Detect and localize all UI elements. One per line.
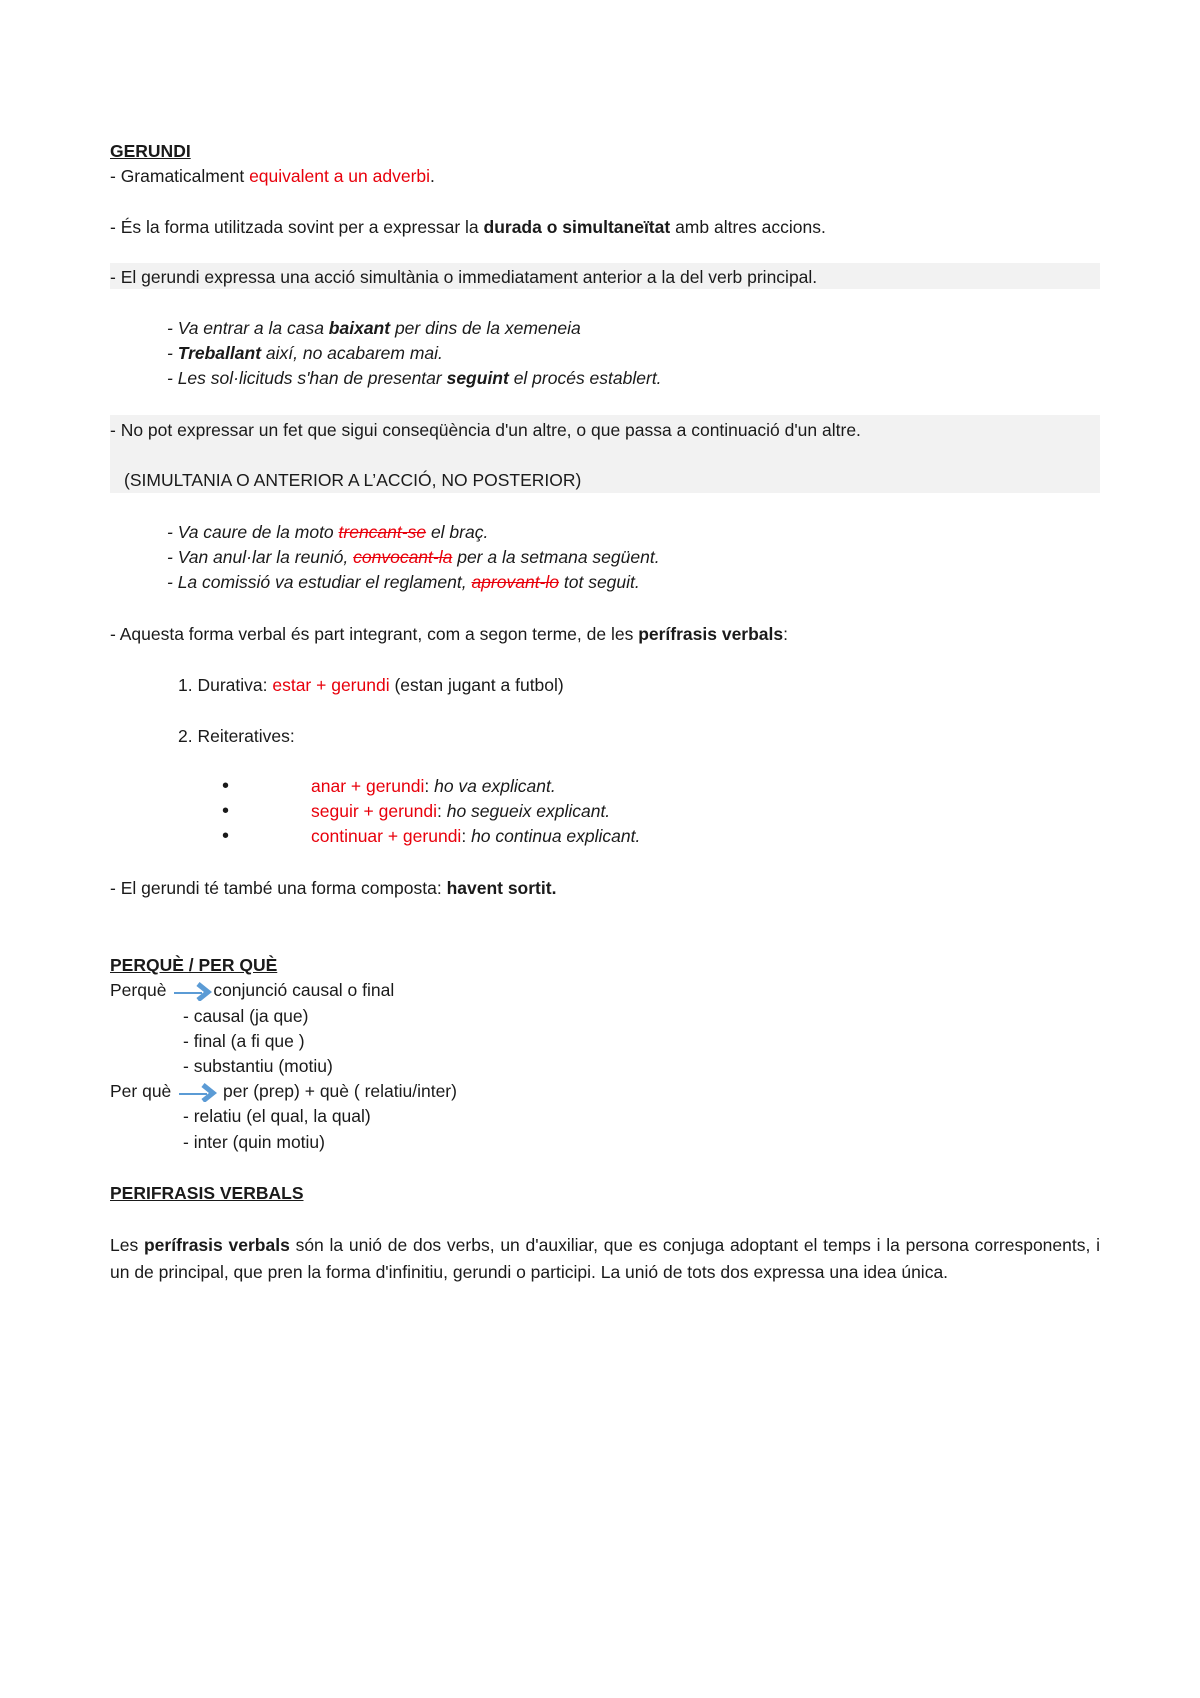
text: - Gramaticalment <box>110 166 250 186</box>
bold-text: Treballant <box>177 343 262 363</box>
bullet-dot: • <box>222 775 230 797</box>
per-que-item-2: - inter (quin motiu) <box>183 1132 325 1152</box>
text: : <box>783 624 789 644</box>
per-que-item-1: - relatiu (el qual, la qual) <box>183 1106 371 1126</box>
struck-text: trencant-se <box>338 522 427 542</box>
italic-text: ho va explicant. <box>434 776 556 796</box>
text: - Va caure de la moto <box>167 522 339 542</box>
text: - La comissió va estudiar el reglament, <box>167 572 472 592</box>
gerundi-line-1 <box>110 164 435 188</box>
text: així, no acabarem mai. <box>261 343 443 363</box>
text: per dins de la xemeneia <box>390 318 581 338</box>
perque-line <box>110 978 394 1002</box>
text: Les <box>110 1235 144 1255</box>
example-1a <box>167 316 581 340</box>
struck-text: convocant-la <box>353 547 453 567</box>
perque-item-1: - causal (ja que) <box>183 1006 309 1026</box>
example-1b <box>167 341 443 365</box>
text: - Les sol·licituds s'han de presentar <box>167 368 447 388</box>
text: són la unió de dos verbs, un d'auxiliar, que es conjuga adoptant el temps i la persona corresponents, i un de principal, que pren la forma d'infinitiu, gerundi o participi. La unió de tots dos expressa una idea única. <box>110 1235 1100 1282</box>
bold-text: perífrasis verbals <box>638 624 784 644</box>
red-text: seguir + gerundi <box>311 801 437 821</box>
bold-text: baixant <box>328 318 391 338</box>
gerundi-line-4: - No pot expressar un fet que sigui conseqüència d'un altre, o que passa a continuació d'un altre. <box>110 420 861 440</box>
example-2c <box>167 570 640 594</box>
text: : <box>461 826 472 846</box>
arrow-right-icon <box>172 981 212 1001</box>
perifrasis-paragraph <box>110 1232 1100 1286</box>
struck-text: aprovant-lo <box>471 572 560 592</box>
text: . <box>430 166 435 186</box>
reiteratives-line: 2. Reiteratives: <box>178 726 295 746</box>
text: - Va entrar a la casa <box>167 318 329 338</box>
bullet-item-1 <box>311 774 556 798</box>
bold-text: durada o simultaneïtat <box>483 217 671 237</box>
text: per a la setmana següent. <box>452 547 660 567</box>
text: per (prep) + què ( relatiu/inter) <box>218 1081 457 1101</box>
red-text: estar + gerundi <box>272 675 390 695</box>
text: el procés establert. <box>508 368 662 388</box>
example-2a <box>167 520 488 544</box>
gerundi-heading: GERUNDI <box>110 141 191 161</box>
red-text: equivalent a un adverbi <box>249 166 431 186</box>
bold-text: seguint <box>446 368 509 388</box>
perifrasis-heading: PERIFRASIS VERBALS <box>110 1183 304 1203</box>
bullet-item-2 <box>311 799 610 823</box>
text: - Van anul·lar la reunió, <box>167 547 354 567</box>
text: - Aquesta forma verbal és part integrant, com a segon terme, de les <box>110 624 639 644</box>
gerundi-line-3: - El gerundi expressa una acció simultània o immediatament anterior a la del verb principal. <box>110 267 818 287</box>
text: - <box>167 343 178 363</box>
perque-item-2: - final (a fi que ) <box>183 1031 305 1051</box>
bullet-dot: • <box>222 825 230 847</box>
gerundi-line-7 <box>110 876 556 900</box>
text: - És la forma utilitzada sovint per a expressar la <box>110 217 484 237</box>
perque-item-3: - substantiu (motiu) <box>183 1056 333 1076</box>
durativa-line <box>178 673 564 697</box>
text: el braç. <box>426 522 489 542</box>
text: amb altres accions. <box>670 217 826 237</box>
text: : <box>424 776 435 796</box>
gerundi-line-6 <box>110 622 788 646</box>
text: tot seguit. <box>559 572 640 592</box>
text: : <box>437 801 447 821</box>
per-que-line <box>110 1079 457 1103</box>
bold-text: havent sortit. <box>446 878 557 898</box>
text: Perquè <box>110 980 167 1000</box>
text: - El gerundi té també una forma composta: <box>110 878 447 898</box>
bullet-dot: • <box>222 800 230 822</box>
example-2b <box>167 545 660 569</box>
text: (estan jugant a futbol) <box>389 675 564 695</box>
gerundi-line-5: (SIMULTANIA O ANTERIOR A L’ACCIÓ, NO POSTERIOR) <box>124 470 582 490</box>
arrow-right-icon <box>177 1082 217 1102</box>
perque-heading: PERQUÈ / PER QUÈ <box>110 955 278 975</box>
bullet-item-3 <box>311 824 640 848</box>
italic-text: ho segueix explicant. <box>446 801 611 821</box>
red-text: continuar + gerundi <box>311 826 462 846</box>
gerundi-line-2 <box>110 215 826 239</box>
bold-text: perífrasis verbals <box>143 1235 290 1255</box>
text: conjunció causal o final <box>213 980 395 1000</box>
text: Per què <box>110 1081 172 1101</box>
example-1c <box>167 366 662 390</box>
red-text: anar + gerundi <box>311 776 425 796</box>
italic-text: ho continua explicant. <box>471 826 641 846</box>
text: 1. Durativa: <box>178 675 273 695</box>
